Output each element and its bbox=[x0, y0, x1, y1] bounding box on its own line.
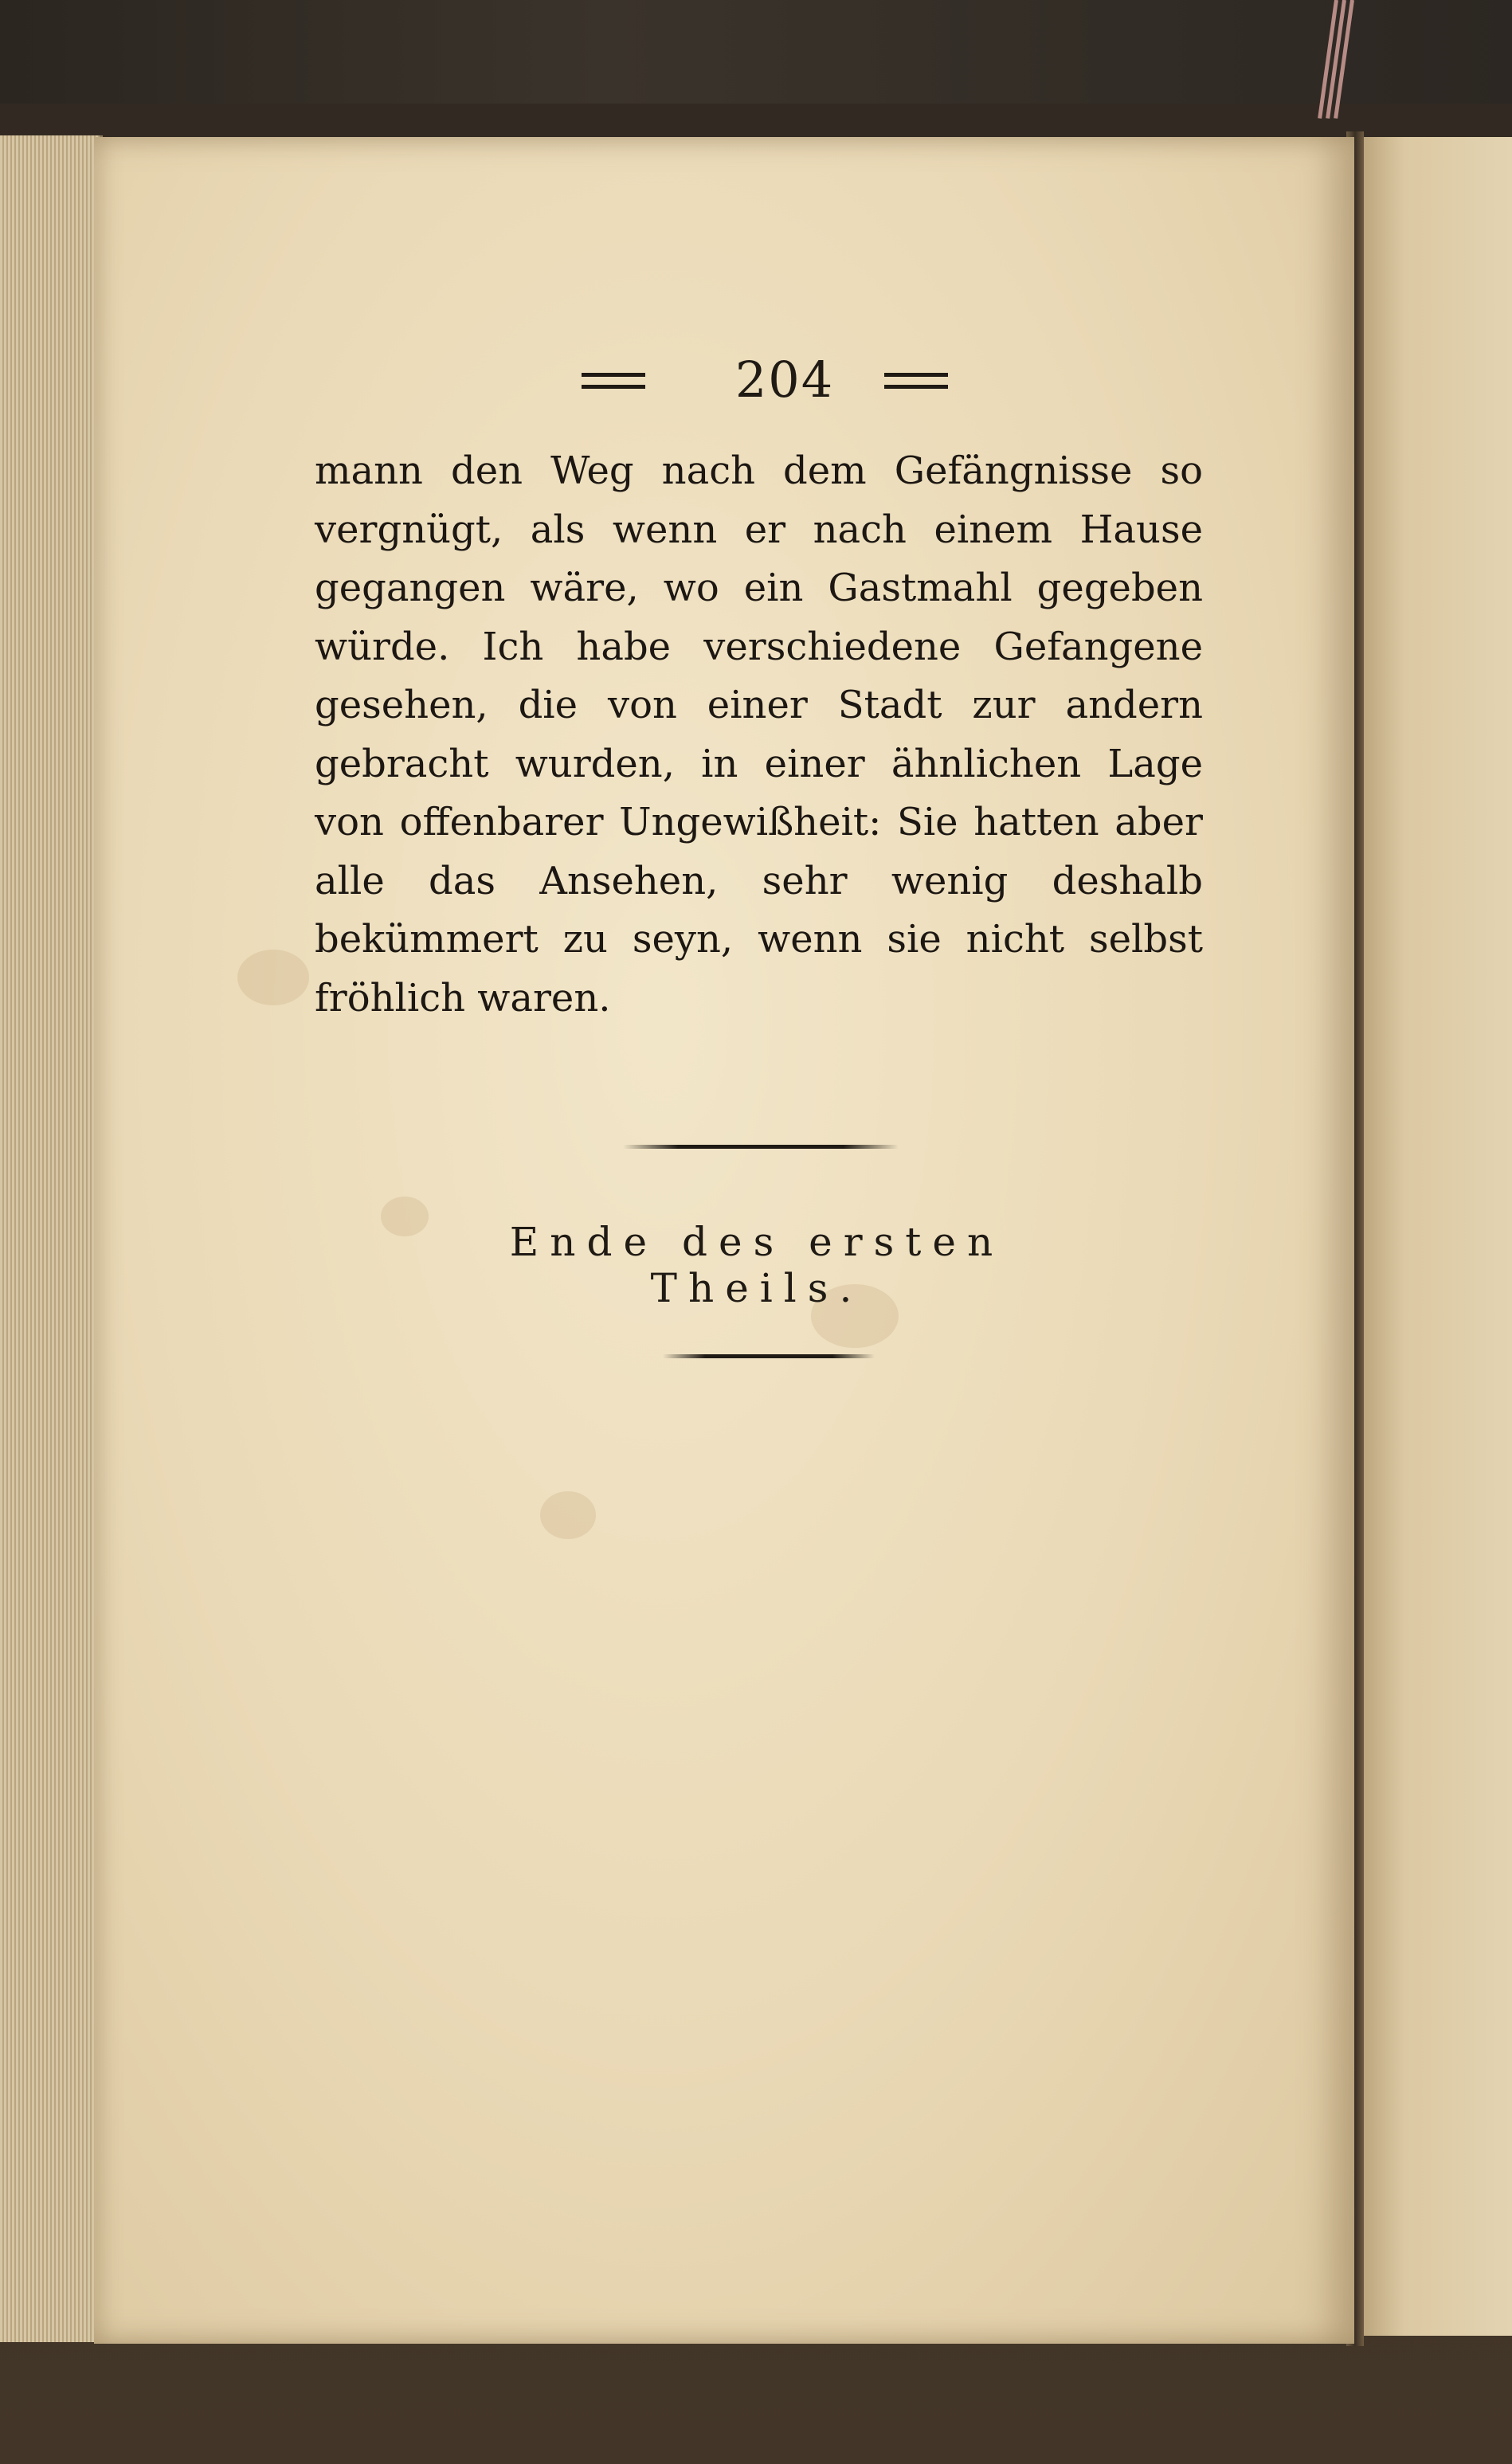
body-paragraph bbox=[315, 442, 1203, 1028]
facing-page bbox=[1359, 137, 1512, 2336]
section-rule-bottom bbox=[663, 1354, 875, 1358]
page-number: 204 bbox=[734, 351, 835, 409]
paper-stain bbox=[540, 1491, 596, 1539]
section-rule-top bbox=[623, 1145, 899, 1149]
ending-line: Ende des ersten Theils. bbox=[509, 1219, 1005, 1311]
body-paragraph-text: mann den Weg nach dem Gefängnisse so vergnügt, als wenn er nach einem Hause gegangen wäre, wo ein Gastmahl gegeben würde. Ich habe verschiedene Gefangene gesehen, die von einer Stadt zur andern gebracht wurden, in einer ähnlichen Lage von offenbarer Ungewißheit: Sie hatten aber alle das Ansehen, sehr wenig deshalb bekümmert zu seyn, wenn sie nicht selbst fröhlich waren. bbox=[315, 449, 1203, 1020]
header-rule-right bbox=[884, 373, 948, 389]
paper-stain bbox=[381, 1197, 429, 1236]
bookmark-ribbon bbox=[1326, 0, 1382, 127]
page-header bbox=[558, 351, 1067, 414]
header-rule-left bbox=[582, 373, 645, 389]
paper-stain bbox=[237, 950, 309, 1005]
page-edges bbox=[0, 135, 103, 2342]
